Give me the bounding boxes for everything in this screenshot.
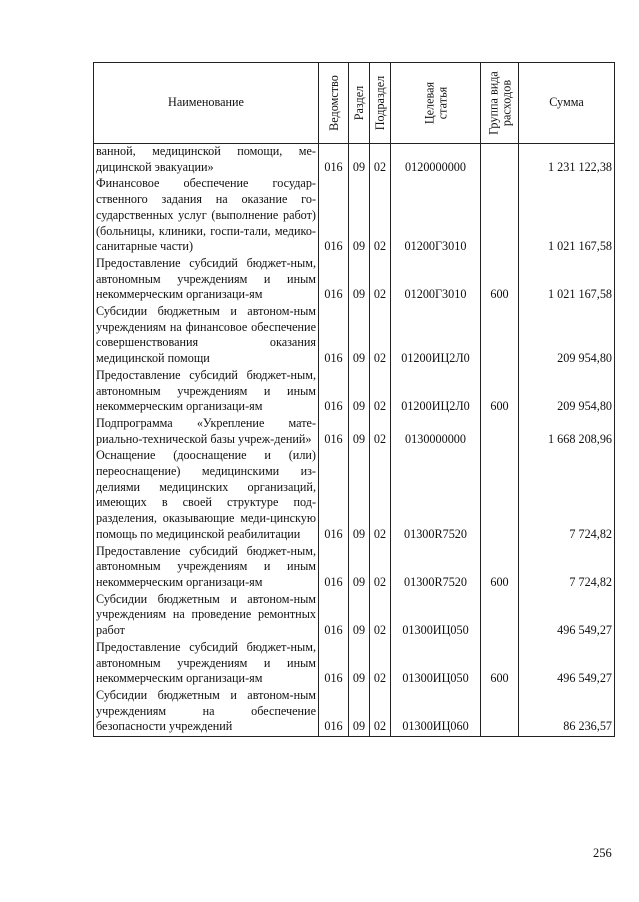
table-row: [94, 544, 615, 592]
cell-department: 016: [319, 368, 349, 416]
cell-amount: 1 668 208,96: [519, 416, 615, 448]
cell-section: 09: [349, 176, 370, 256]
cell-subsection: 02: [370, 640, 391, 688]
header-row: [94, 63, 615, 144]
cell-name: Предоставление субсидий бюджет-ным, автономным учреждениям и иным некоммерческим организаци-ям: [94, 256, 319, 304]
cell-name: Субсидии бюджетным и автоном-ным учреждениям на проведение ремонтных работ: [94, 592, 319, 640]
cell-name: Оснащение (дооснащение и (или) переоснащение) медицинскими из-делиями медицинских организаций, имеющих в своей структуре под-разделения, оказывающие меди-цинскую помощь по медицинской реабилитации: [94, 448, 319, 543]
header-subsection-text: Подраздел: [372, 75, 387, 131]
cell-amount: 86 236,57: [519, 688, 615, 737]
cell-section: 09: [349, 544, 370, 592]
table-row: [94, 176, 615, 256]
table-row: [94, 416, 615, 448]
table-row: [94, 688, 615, 737]
cell-section: 09: [349, 592, 370, 640]
cell-expense-group: [481, 176, 519, 256]
cell-target-article: 01300R7520: [391, 448, 481, 543]
cell-expense-group: [481, 688, 519, 737]
cell-name: Субсидии бюджетным и автоном-ным учреждениям на обеспечение безопасности учреждений: [94, 688, 319, 737]
cell-name: Подпрограмма «Укрепление мате-риально-технической базы учреж-дений»: [94, 416, 319, 448]
cell-amount: 7 724,82: [519, 544, 615, 592]
cell-department: 016: [319, 304, 349, 368]
header-department-text: Ведомство: [326, 75, 341, 131]
cell-name: Финансовое обеспечение государ-ственного задания на оказание го-сударственных услуг (выполнение работ) (больницы, клиники, госпи-тали, медико-санитарные части): [94, 176, 319, 256]
table-row: [94, 592, 615, 640]
cell-amount: 209 954,80: [519, 304, 615, 368]
cell-subsection: 02: [370, 688, 391, 737]
cell-expense-group: 600: [481, 256, 519, 304]
cell-name: ванной, медицинской помощи, ме-дицинской эвакуации»: [94, 144, 319, 177]
cell-subsection: 02: [370, 416, 391, 448]
cell-expense-group: [481, 448, 519, 543]
cell-department: 016: [319, 544, 349, 592]
cell-department: 016: [319, 448, 349, 543]
cell-amount: 7 724,82: [519, 448, 615, 543]
cell-target-article: 01300ИЦ060: [391, 688, 481, 737]
cell-department: 016: [319, 144, 349, 177]
budget-table: [93, 62, 615, 737]
table-row: [94, 144, 615, 177]
cell-section: 09: [349, 144, 370, 177]
cell-section: 09: [349, 256, 370, 304]
header-amount: Сумма: [519, 63, 615, 144]
cell-subsection: 02: [370, 592, 391, 640]
cell-section: 09: [349, 368, 370, 416]
header-section-text: Раздел: [351, 85, 366, 121]
header-target-article: [391, 63, 481, 144]
cell-section: 09: [349, 416, 370, 448]
cell-target-article: 01300ИЦ050: [391, 640, 481, 688]
table-row: [94, 256, 615, 304]
cell-target-article: 0120000000: [391, 144, 481, 177]
cell-target-article: 01200Г3010: [391, 176, 481, 256]
header-expense-group-text: Группа вида расходов: [486, 71, 513, 135]
cell-section: 09: [349, 448, 370, 543]
table-row: [94, 640, 615, 688]
table-row: [94, 448, 615, 543]
table-row: [94, 368, 615, 416]
cell-department: 016: [319, 256, 349, 304]
cell-department: 016: [319, 176, 349, 256]
cell-target-article: 01300R7520: [391, 544, 481, 592]
cell-amount: 1 021 167,58: [519, 256, 615, 304]
cell-expense-group: 600: [481, 544, 519, 592]
cell-name: Субсидии бюджетным и автоном-ным учреждениям на финансовое обеспечение совершенствования оказания медицинской помощи: [94, 304, 319, 368]
cell-department: 016: [319, 592, 349, 640]
cell-expense-group: 600: [481, 368, 519, 416]
cell-amount: 496 549,27: [519, 592, 615, 640]
header-department: [319, 63, 349, 144]
cell-subsection: 02: [370, 368, 391, 416]
cell-subsection: 02: [370, 176, 391, 256]
cell-expense-group: [481, 144, 519, 177]
header-target-article-text: Целевая статья: [422, 81, 449, 125]
header-expense-group: [481, 63, 519, 144]
cell-section: 09: [349, 304, 370, 368]
cell-expense-group: 600: [481, 640, 519, 688]
table-row: [94, 304, 615, 368]
cell-target-article: 01200ИЦ2Л0: [391, 368, 481, 416]
cell-expense-group: [481, 592, 519, 640]
cell-section: 09: [349, 688, 370, 737]
cell-target-article: 01200Г3010: [391, 256, 481, 304]
page-number: 256: [593, 846, 612, 860]
cell-amount: 496 549,27: [519, 640, 615, 688]
header-section: [349, 63, 370, 144]
cell-section: 09: [349, 640, 370, 688]
header-name: Наименование: [94, 63, 319, 144]
cell-subsection: 02: [370, 544, 391, 592]
cell-name: Предоставление субсидий бюджет-ным, автономным учреждениям и иным некоммерческим организаци-ям: [94, 544, 319, 592]
cell-amount: 1 021 167,58: [519, 176, 615, 256]
cell-subsection: 02: [370, 448, 391, 543]
cell-name: Предоставление субсидий бюджет-ным, автономным учреждениям и иным некоммерческим организаци-ям: [94, 368, 319, 416]
cell-target-article: 0130000000: [391, 416, 481, 448]
cell-target-article: 01200ИЦ2Л0: [391, 304, 481, 368]
cell-department: 016: [319, 416, 349, 448]
cell-subsection: 02: [370, 304, 391, 368]
cell-subsection: 02: [370, 256, 391, 304]
cell-target-article: 01300ИЦ050: [391, 592, 481, 640]
cell-expense-group: [481, 416, 519, 448]
cell-name: Предоставление субсидий бюджет-ным, автономным учреждениям и иным некоммерческим организаци-ям: [94, 640, 319, 688]
cell-department: 016: [319, 688, 349, 737]
header-subsection: [370, 63, 391, 144]
cell-amount: 1 231 122,38: [519, 144, 615, 177]
cell-department: 016: [319, 640, 349, 688]
cell-subsection: 02: [370, 144, 391, 177]
cell-amount: 209 954,80: [519, 368, 615, 416]
cell-expense-group: [481, 304, 519, 368]
